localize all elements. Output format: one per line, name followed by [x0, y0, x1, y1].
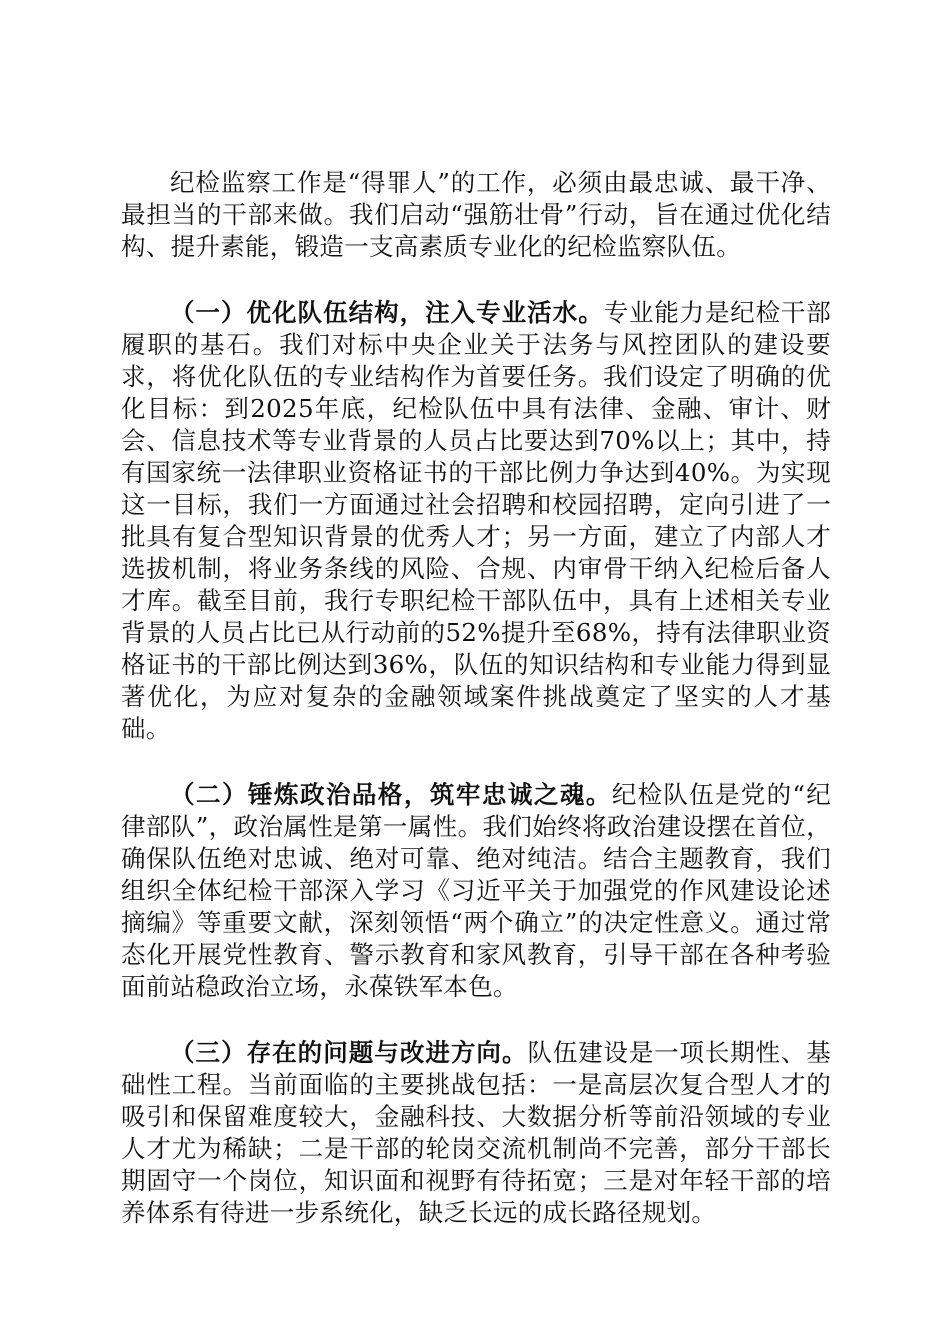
section-3-paragraph — [121, 1037, 831, 1229]
section-1-body: 专业能力是纪检干部履职的基石。我们对标中央企业关于法务与风控团队的建设要求，将优化队伍的专业结构作为首要任务。我们设定了明确的优化目标：到2025年底，纪检队伍中具有法律、金融、审计、财会、信息技术等专业背景的人员占比要达到70%以上；其中，持有国家统一法律职业资格证书的干部比例力争达到40%。为实现这一目标，我们一方面通过社会招聘和校园招聘，定向引进了一批具有复合型知识背景的优秀人才；另一方面，建立了内部人才选拔机制，将业务条线的风险、合规、内审骨干纳入纪检后备人才库。截至目前，我行专职纪检干部队伍中，具有上述相关专业背景的人员占比已从行动前的52%提升至68%，持有法律职业资格证书的干部比例达到36%，队伍的知识结构和专业能力得到显著优化，为应对复杂的金融领域案件挑战奠定了坚实的人才基础。 — [121, 298, 831, 743]
document-page — [121, 167, 831, 1229]
section-3-heading: （三）存在的问题与改进方向。 — [170, 1038, 528, 1067]
section-3-body: 队伍建设是一项长期性、基础性工程。当前面临的主要挑战包括：一是高层次复合型人才的吸引和保留难度较大，金融科技、大数据分析等前沿领域的专业人才尤为稀缺；二是干部的轮岗交流机制尚不完善，部分干部长期固守一个岗位，知识面和视野有待拓宽；三是对年轻干部的培养体系有待进一步系统化，缺乏长远的成长路径规划。 — [121, 1038, 831, 1227]
section-1-paragraph — [121, 297, 831, 745]
intro-paragraph: 纪检监察工作是“得罪人”的工作，必须由最忠诚、最干净、最担当的干部来做。我们启动“强筋壮骨”行动，旨在通过优化结构、提升素能，锻造一支高素质专业化的纪检监察队伍。 — [121, 168, 831, 261]
section-2-heading: （二）锤炼政治品格，筑牢忠诚之魂。 — [170, 780, 612, 809]
section-1-heading: （一）优化队伍结构，注入专业活水。 — [170, 298, 604, 327]
section-2-paragraph — [121, 779, 831, 1003]
section-2-body: 纪检队伍是党的“纪律部队”，政治属性是第一属性。我们始终将政治建设摆在首位，确保队伍绝对忠诚、绝对可靠、绝对纯洁。结合主题教育，我们组织全体纪检干部深入学习《习近平关于加强党的作风建设论述摘编》等重要文献，深刻领悟“两个确立”的决定性意义。通过常态化开展党性教育、警示教育和家风教育，引导干部在各种考验面前站稳政治立场，永葆铁军本色。 — [121, 780, 831, 1001]
